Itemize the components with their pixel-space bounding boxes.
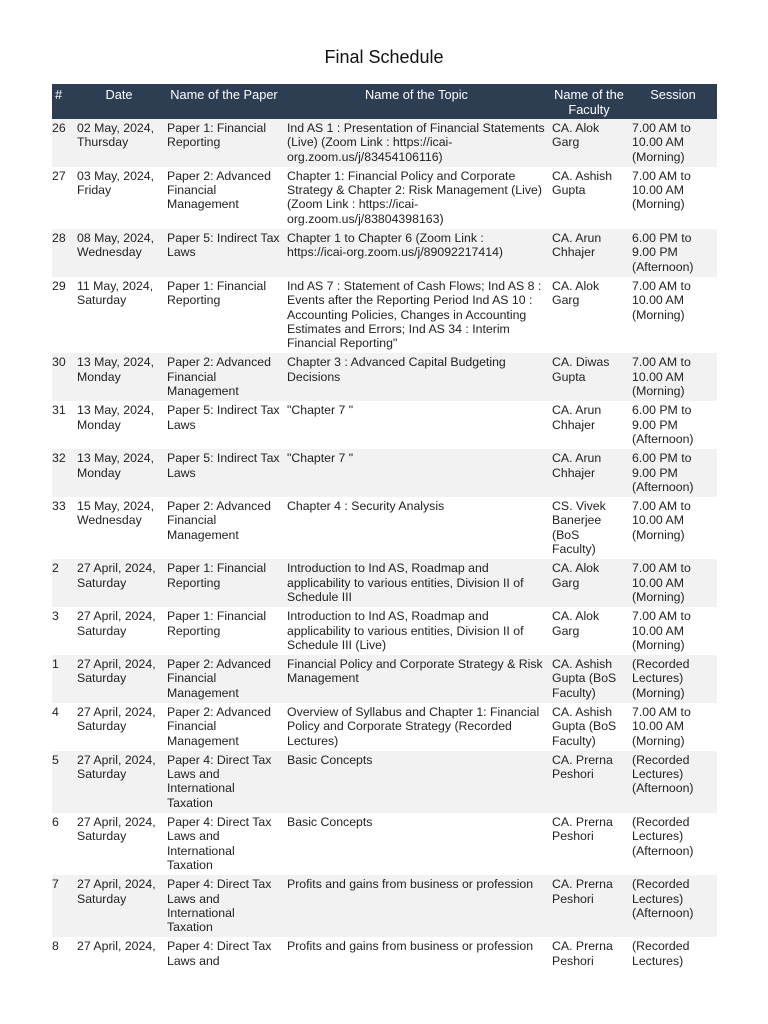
- row-session: 6.00 PM to 9.00 PM (Afternoon): [629, 449, 717, 497]
- row-session: 7.00 AM to 10.00 AM (Morning): [629, 167, 717, 229]
- row-topic: Profits and gains from business or profession: [284, 937, 549, 971]
- row-date: 27 April, 2024, Saturday: [74, 751, 164, 813]
- column-header-date: Date: [74, 84, 164, 119]
- table-row: [52, 229, 717, 277]
- row-faculty: CA. Prerna Peshori: [549, 813, 629, 875]
- row-session: (Recorded Lectures) (Afternoon): [629, 875, 717, 937]
- row-paper: Paper 2: Advanced Financial Management: [164, 655, 284, 703]
- row-number: 29: [52, 277, 74, 353]
- row-faculty: CA. Alok Garg: [549, 559, 629, 607]
- row-date: 13 May, 2024, Monday: [74, 353, 164, 401]
- row-topic: Basic Concepts: [284, 813, 549, 875]
- row-date: 03 May, 2024, Friday: [74, 167, 164, 229]
- row-date: 27 April, 2024, Saturday: [74, 655, 164, 703]
- row-number: 1: [52, 655, 74, 703]
- schedule-table: [52, 84, 717, 971]
- row-faculty: CA. Alok Garg: [549, 607, 629, 655]
- row-session: (Recorded Lectures) (Morning): [629, 655, 717, 703]
- row-faculty: CA. Diwas Gupta: [549, 353, 629, 401]
- column-header-session: Session: [629, 84, 717, 119]
- row-topic: Chapter 1: Financial Policy and Corporate Strategy & Chapter 2: Risk Management (Live) (Zoom Link : https://icai-org.zoom.us/j/83804398163): [284, 167, 549, 229]
- row-date: 02 May, 2024, Thursday: [74, 119, 164, 167]
- row-date: 15 May, 2024, Wednesday: [74, 497, 164, 559]
- row-topic: "Chapter 7 ": [284, 401, 549, 449]
- row-paper: Paper 1: Financial Reporting: [164, 607, 284, 655]
- row-paper: Paper 2: Advanced Financial Management: [164, 353, 284, 401]
- column-header-number: #: [52, 84, 74, 119]
- row-faculty: CA. Ashish Gupta: [549, 167, 629, 229]
- row-number: 8: [52, 937, 74, 971]
- column-header-faculty: Name of the Faculty: [549, 84, 629, 119]
- row-paper: Paper 4: Direct Tax Laws and International Taxation: [164, 875, 284, 937]
- table-row: [52, 401, 717, 449]
- row-number: 3: [52, 607, 74, 655]
- row-number: 7: [52, 875, 74, 937]
- table-row: [52, 353, 717, 401]
- table-row: [52, 703, 717, 751]
- row-faculty: CA. Ashish Gupta (BoS Faculty): [549, 703, 629, 751]
- table-row: [52, 449, 717, 497]
- table-row: [52, 167, 717, 229]
- row-paper: Paper 5: Indirect Tax Laws: [164, 229, 284, 277]
- row-faculty: CA. Ashish Gupta (BoS Faculty): [549, 655, 629, 703]
- row-topic: Ind AS 1 : Presentation of Financial Statements (Live) (Zoom Link : https://icai-org.zoom.us/j/83454106116): [284, 119, 549, 167]
- column-header-paper: Name of the Paper: [164, 84, 284, 119]
- row-faculty: CA. Alok Garg: [549, 277, 629, 353]
- row-session: 7.00 AM to 10.00 AM (Morning): [629, 119, 717, 167]
- row-date: 27 April, 2024, Saturday: [74, 559, 164, 607]
- row-session: (Recorded Lectures): [629, 937, 717, 971]
- table-row: [52, 559, 717, 607]
- row-session: 7.00 AM to 10.00 AM (Morning): [629, 277, 717, 353]
- row-paper: Paper 5: Indirect Tax Laws: [164, 401, 284, 449]
- row-paper: Paper 4: Direct Tax Laws and: [164, 937, 284, 971]
- row-topic: Chapter 4 : Security Analysis: [284, 497, 549, 559]
- page-title: Final Schedule: [324, 47, 444, 67]
- table-row: [52, 813, 717, 875]
- row-topic: Chapter 1 to Chapter 6 (Zoom Link : https://icai-org.zoom.us/j/89092217414): [284, 229, 549, 277]
- row-number: 5: [52, 751, 74, 813]
- row-paper: Paper 2: Advanced Financial Management: [164, 703, 284, 751]
- row-date: 11 May, 2024, Saturday: [74, 277, 164, 353]
- row-topic: "Chapter 7 ": [284, 449, 549, 497]
- table-row: [52, 277, 717, 353]
- row-session: 6.00 PM to 9.00 PM (Afternoon): [629, 401, 717, 449]
- row-session: (Recorded Lectures) (Afternoon): [629, 813, 717, 875]
- row-session: 7.00 AM to 10.00 AM (Morning): [629, 353, 717, 401]
- row-number: 2: [52, 559, 74, 607]
- row-date: 27 April, 2024, Saturday: [74, 607, 164, 655]
- row-faculty: CA. Arun Chhajer: [549, 449, 629, 497]
- row-paper: Paper 1: Financial Reporting: [164, 277, 284, 353]
- row-paper: Paper 5: Indirect Tax Laws: [164, 449, 284, 497]
- row-date: 27 April, 2024, Saturday: [74, 703, 164, 751]
- table-row: [52, 751, 717, 813]
- row-topic: Overview of Syllabus and Chapter 1: Financial Policy and Corporate Strategy (Recorded Lectures): [284, 703, 549, 751]
- row-date: 27 April, 2024,: [74, 937, 164, 971]
- row-date: 27 April, 2024, Saturday: [74, 813, 164, 875]
- table-row: [52, 119, 717, 167]
- row-session: (Recorded Lectures) (Afternoon): [629, 751, 717, 813]
- row-faculty: CA. Prerna Peshori: [549, 875, 629, 937]
- row-session: 7.00 AM to 10.00 AM (Morning): [629, 559, 717, 607]
- row-session: 7.00 AM to 10.00 AM (Morning): [629, 497, 717, 559]
- row-date: 08 May, 2024, Wednesday: [74, 229, 164, 277]
- row-faculty: CA. Prerna Peshori: [549, 937, 629, 971]
- row-faculty: CA. Arun Chhajer: [549, 401, 629, 449]
- row-date: 13 May, 2024, Monday: [74, 401, 164, 449]
- row-paper: Paper 4: Direct Tax Laws and International Taxation: [164, 813, 284, 875]
- row-number: 6: [52, 813, 74, 875]
- row-number: 28: [52, 229, 74, 277]
- row-topic: Introduction to Ind AS, Roadmap and applicability to various entities, Division II of Schedule III: [284, 559, 549, 607]
- row-number: 27: [52, 167, 74, 229]
- row-paper: Paper 1: Financial Reporting: [164, 119, 284, 167]
- table-row: [52, 497, 717, 559]
- table-row: [52, 937, 717, 971]
- row-number: 33: [52, 497, 74, 559]
- row-number: 4: [52, 703, 74, 751]
- row-paper: Paper 1: Financial Reporting: [164, 559, 284, 607]
- row-topic: Introduction to Ind AS, Roadmap and applicability to various entities, Division II of Schedule III (Live): [284, 607, 549, 655]
- header-row: [52, 84, 717, 119]
- row-paper: Paper 4: Direct Tax Laws and International Taxation: [164, 751, 284, 813]
- row-faculty: CS. Vivek Banerjee (BoS Faculty): [549, 497, 629, 559]
- row-topic: Profits and gains from business or profession: [284, 875, 549, 937]
- row-faculty: CA. Arun Chhajer: [549, 229, 629, 277]
- row-number: 26: [52, 119, 74, 167]
- row-number: 30: [52, 353, 74, 401]
- row-session: 6.00 PM to 9.00 PM (Afternoon): [629, 229, 717, 277]
- table-row: [52, 875, 717, 937]
- row-topic: Chapter 3 : Advanced Capital Budgeting Decisions: [284, 353, 549, 401]
- row-date: 27 April, 2024, Saturday: [74, 875, 164, 937]
- row-faculty: CA. Alok Garg: [549, 119, 629, 167]
- column-header-topic: Name of the Topic: [284, 84, 549, 119]
- row-number: 31: [52, 401, 74, 449]
- row-date: 13 May, 2024, Monday: [74, 449, 164, 497]
- row-session: 7.00 AM to 10.00 AM (Morning): [629, 607, 717, 655]
- row-faculty: CA. Prerna Peshori: [549, 751, 629, 813]
- row-number: 32: [52, 449, 74, 497]
- row-topic: Ind AS 7 : Statement of Cash Flows; Ind AS 8 : Events after the Reporting Period Ind AS 10 : Accounting Policies, Changes in Accounting Estimates and Errors; Ind AS 34 : Interim Financial Reporting": [284, 277, 549, 353]
- row-topic: Basic Concepts: [284, 751, 549, 813]
- row-paper: Paper 2: Advanced Financial Management: [164, 167, 284, 229]
- row-topic: Financial Policy and Corporate Strategy & Risk Management: [284, 655, 549, 703]
- row-paper: Paper 2: Advanced Financial Management: [164, 497, 284, 559]
- table-row: [52, 655, 717, 703]
- table-row: [52, 607, 717, 655]
- row-session: 7.00 AM to 10.00 AM (Morning): [629, 703, 717, 751]
